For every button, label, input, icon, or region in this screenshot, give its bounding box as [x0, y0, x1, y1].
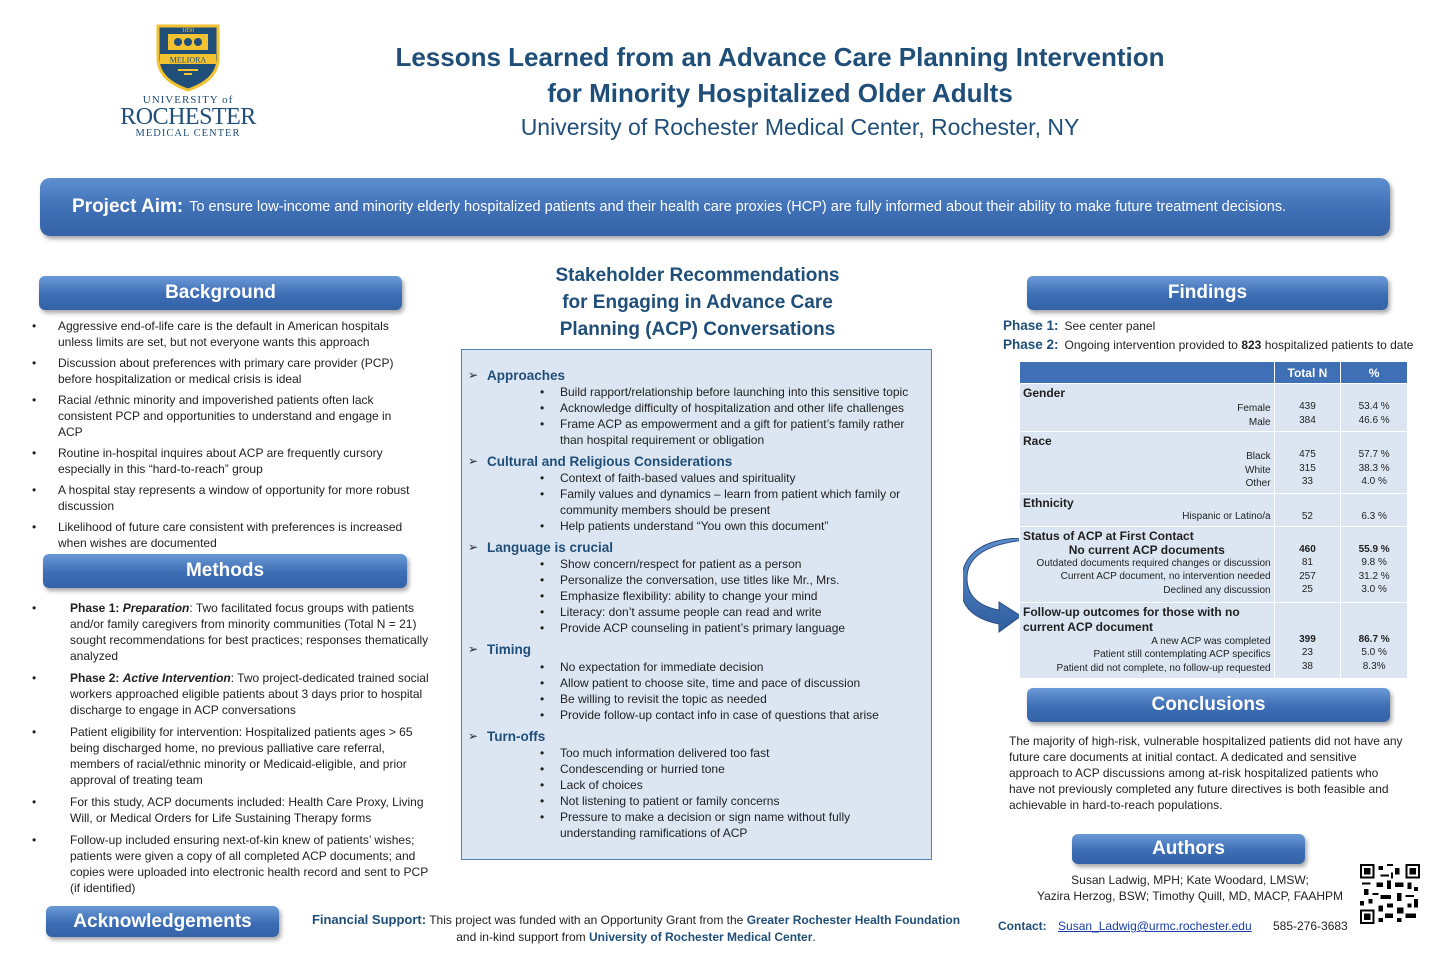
- section-heading: ➢ Turn-offs: [468, 729, 921, 744]
- list-item: • For this study, ACP documents included: Health Care Proxy, Living Will, or Medical Orders for Life Sustaining Therapy forms: [32, 794, 430, 826]
- list-item: • Pressure to make a decision or sign name without fully understanding ramifications of ACP: [540, 809, 921, 841]
- list-item: • Patient eligibility for intervention: Hospitalized patients ages > 65 being discharged home, no previous palliative care referral, members of racial/ethnic minority or Medicaid-eligible, and prior approval of treating team: [32, 724, 430, 788]
- authors-heading: Authors: [1072, 834, 1305, 864]
- list-item: • Literacy: don’t assume people can read and write: [540, 604, 921, 620]
- phase1-summary: Phase 1: See center panel: [1003, 318, 1156, 333]
- list-item: • A hospital stay represents a window of opportunity for more robust discussion: [32, 482, 412, 514]
- list-item: • Routine in-hospital inquires about ACP are frequently cursory especially in this “hard-to-reach” group: [32, 445, 412, 477]
- list-item: • Racial /ethnic minority and impoverished patients often lack consistent PCP and opportunities to understand and engage in ACP: [32, 392, 412, 440]
- financial-support: Financial Support: This project was funded with an Opportunity Grant from the Greater Rochester Health Foundation and in-kind support from University of Rochester Medical Center.: [311, 912, 961, 944]
- findings-heading: Findings: [1027, 276, 1388, 310]
- section-heading: ➢ Approaches: [468, 368, 921, 383]
- background-list: [32, 318, 412, 556]
- section-list: [540, 745, 921, 841]
- list-item: • Too much information delivered too fast: [540, 745, 921, 761]
- conclusions-text: The majority of high-risk, vulnerable hospitalized patients did not have any future care documents at initial contact. A dedicated and sensitive approach to ACP discussions among at-risk hospitalized patients who have not previously completed any future directives is both feasible and achievable in hard-to-reach populations.: [1009, 734, 1403, 812]
- recommendations-panel: [461, 349, 932, 860]
- poster-title-line1: Lessons Learned from an Advance Care Planning Intervention: [395, 42, 1165, 72]
- list-item: • Condescending or hurried tone: [540, 761, 921, 777]
- section-heading: ➢ Timing: [468, 642, 921, 657]
- section-heading: ➢ Language is crucial: [468, 540, 921, 555]
- table-row: Race Black White Other 475 315 33 57.7 % 38.3 % 4.0 %: [1020, 432, 1408, 494]
- shield-crest-icon: [154, 22, 222, 92]
- svg-text:1850: 1850: [182, 28, 194, 34]
- list-item: • Not listening to patient or family concerns: [540, 793, 921, 809]
- list-item: • Personalize the conversation, use titles like Mr., Mrs.: [540, 572, 921, 588]
- contact-phone: 585-276-3683: [1272, 919, 1348, 933]
- center-panel-title: Stakeholder Recommendations for Engaging in Advance Care Planning (ACP) Conversations: [555, 265, 840, 340]
- list-item: • Aggressive end-of-life care is the default in American hospitals unless limits are set, but not everyone wants this approach: [32, 318, 412, 350]
- list-item: • Discussion about preferences with primary care provider (PCP) before hospitalization or medical crisis is ideal: [32, 355, 412, 387]
- column-header: Total N: [1274, 362, 1341, 384]
- list-item: • Phase 1: Preparation: Two facilitated focus groups with patients and/or family caregivers from minority communities (Total N = 21) sought recommendations for best practices; responses thematically analyzed: [32, 600, 430, 664]
- affiliation: University of Rochester Medical Center, Rochester, NY: [520, 114, 1080, 140]
- section-heading: ➢ Cultural and Religious Considerations: [468, 454, 921, 469]
- table-row: Status of ACP at First Contact No current ACP documents Outdated documents required changes or discussion Current ACP document, no intervention needed Declined any discussion 460 81 257 25 55.9 % 9.8 % 31.2 % 3.0 %: [1020, 526, 1408, 602]
- list-item: • Provide ACP counseling in patient’s primary language: [540, 620, 921, 636]
- list-item: • Follow-up included ensuring next-of-kin knew of patients’ wishes; patients were given a copy of all completed ACP documents; and copies were uploaded into electronic health record and sent to PCP (if identified): [32, 832, 430, 896]
- poster-title-line2: for Minority Hospitalized Older Adults: [547, 78, 1013, 108]
- section-list: [540, 470, 921, 534]
- project-aim-text: To ensure low-income and minority elderly hospitalized patients and their health care proxies (HCP) are fully informed about their ability to make future treatment decisions.: [189, 199, 1287, 215]
- list-item: • No expectation for immediate decision: [540, 659, 921, 675]
- table-row: Ethnicity Hispanic or Latino/a 52 6.3 %: [1020, 493, 1408, 526]
- table-row: Gender Female Male 439 384 53.4 % 46.6 %: [1020, 384, 1408, 432]
- list-item: • Emphasize flexibility: ability to change your mind: [540, 588, 921, 604]
- project-aim-label: Project Aim:: [72, 196, 184, 217]
- list-item: • Lack of choices: [540, 777, 921, 793]
- list-item: • Help patients understand “You own this document”: [540, 518, 921, 534]
- list-item: • Build rapport/relationship before launching into this sensitive topic: [540, 384, 921, 400]
- methods-list: [32, 600, 430, 902]
- conclusions-heading: Conclusions: [1027, 688, 1390, 722]
- list-item: • Likelihood of future care consistent with preferences is increased when wishes are documented: [32, 519, 412, 551]
- contact-email-link[interactable]: Susan_Ladwig@urmc.rochester.edu: [1058, 919, 1252, 933]
- section-list: [540, 384, 921, 448]
- list-item: • Context of faith-based values and spirituality: [540, 470, 921, 486]
- list-item: • Be willing to revisit the topic as needed: [540, 691, 921, 707]
- contact-info: Contact: Susan_Ladwig@urmc.rochester.edu 585-276-3683: [998, 919, 1348, 933]
- section-list: [540, 659, 921, 723]
- acknowledgements-heading: Acknowledgements: [46, 906, 279, 937]
- phase2-summary: Phase 2: Ongoing intervention provided to 823 hospitalized patients to date: [1003, 337, 1414, 352]
- column-header: %: [1341, 362, 1408, 384]
- list-item: • Frame ACP as empowerment and a gift for patient’s family rather than hospital requirement or obligation: [540, 416, 921, 448]
- list-item: • Family values and dynamics – learn from patient which family or community members should be present: [540, 486, 921, 518]
- findings-table: [1019, 361, 1408, 679]
- list-item: • Show concern/respect for patient as a person: [540, 556, 921, 572]
- svg-text:MELIORA: MELIORA: [169, 55, 207, 65]
- table-row: Follow-up outcomes for those with no current ACP document A new ACP was completed Patient still contemplating ACP specifics Patient did not complete, no follow-up requested 399 23 38 86.7 % 5.0 % 8.3%: [1020, 602, 1408, 678]
- university-logo: MELIORA 1850 UNIVERSITY of ROCHESTER MEDICAL CENTER: [118, 22, 258, 146]
- qr-code-icon[interactable]: [1360, 864, 1420, 924]
- authors-list: Susan Ladwig, MPH; Kate Woodard, LMSW; Yazira Herzog, BSW; Timothy Quill, MD, MACP, FAAHPM: [1036, 873, 1344, 903]
- list-item: • Allow patient to choose site, time and pace of discussion: [540, 675, 921, 691]
- project-aim-bar: [40, 178, 1390, 236]
- list-item: • Acknowledge difficulty of hospitalization and other life challenges: [540, 400, 921, 416]
- curved-arrow-icon: [963, 538, 1027, 638]
- section-list: [540, 556, 921, 636]
- list-item: • Provide follow-up contact info in case of questions that arise: [540, 707, 921, 723]
- methods-heading: Methods: [43, 554, 407, 588]
- list-item: • Phase 2: Active Intervention: Two project-dedicated trained social workers approached eligible patients about 3 days prior to hospital discharge to engage in ACP conversations: [32, 670, 430, 718]
- background-heading: Background: [39, 276, 402, 310]
